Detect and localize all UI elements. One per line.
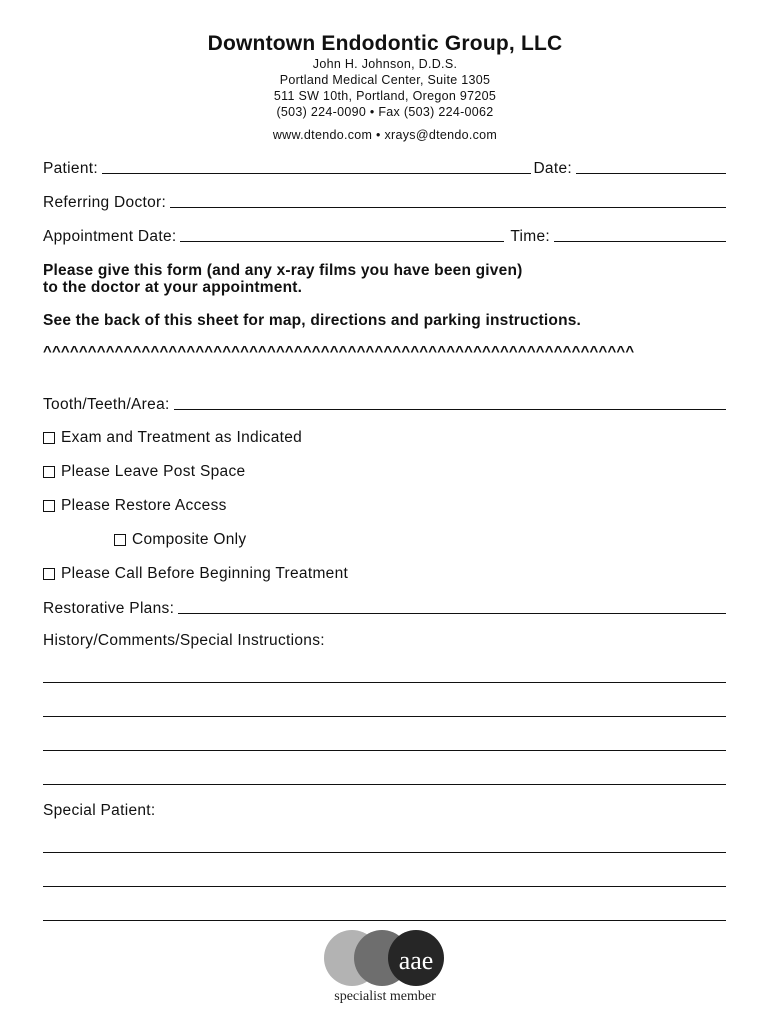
instruction-line-1: Please give this form (and any x-ray films you have been given)	[43, 262, 523, 279]
checkbox[interactable]	[114, 534, 126, 546]
option-exam-treatment[interactable]	[43, 429, 302, 447]
history-line[interactable]	[43, 750, 726, 751]
history-line[interactable]	[43, 716, 726, 717]
special-patient-line[interactable]	[43, 886, 726, 887]
web-email-line: www.dtendo.com • xrays@dtendo.com	[272, 128, 498, 142]
restorative-plans-row	[43, 598, 726, 618]
history-line[interactable]	[43, 784, 726, 785]
referring-doctor-label: Referring Doctor:	[43, 194, 167, 211]
date-field[interactable]	[576, 172, 726, 174]
option-label: Please Restore Access	[61, 497, 227, 514]
restorative-plans-field[interactable]	[178, 612, 726, 614]
tooth-field[interactable]	[174, 408, 726, 410]
referring-doctor-row	[43, 192, 726, 212]
address-line: 511 SW 10th, Portland, Oregon 97205	[273, 89, 497, 103]
checkbox[interactable]	[43, 432, 55, 444]
tooth-row	[43, 394, 726, 414]
aae-logo	[322, 928, 450, 988]
date-label: Date:	[533, 160, 572, 177]
option-label: Composite Only	[132, 531, 247, 548]
option-label: Exam and Treatment as Indicated	[61, 429, 303, 446]
building-line: Portland Medical Center, Suite 1305	[279, 73, 491, 87]
special-patient-line[interactable]	[43, 852, 726, 853]
patient-label: Patient:	[43, 160, 98, 177]
referring-doctor-field[interactable]	[170, 206, 726, 208]
option-leave-post-space[interactable]	[43, 463, 245, 481]
appointment-date-field[interactable]	[180, 240, 504, 242]
doctor-name: John H. Johnson, D.D.S.	[312, 57, 458, 71]
patient-field[interactable]	[102, 172, 531, 174]
checkbox[interactable]	[43, 466, 55, 478]
option-composite-only[interactable]	[114, 531, 246, 549]
tooth-label: Tooth/Teeth/Area:	[43, 396, 170, 413]
option-call-before-treatment[interactable]	[43, 565, 348, 583]
checkbox[interactable]	[43, 500, 55, 512]
patient-date-row	[43, 158, 726, 178]
option-label: Please Leave Post Space	[61, 463, 246, 480]
special-patient-label: Special Patient:	[43, 802, 156, 819]
logo-caption: specialist member	[334, 989, 436, 1004]
option-restore-access[interactable]	[43, 497, 227, 515]
logo-mark: aae	[398, 946, 434, 975]
history-line[interactable]	[43, 682, 726, 683]
time-label: Time:	[510, 228, 550, 245]
special-patient-line[interactable]	[43, 920, 726, 921]
time-field[interactable]	[554, 240, 726, 242]
appointment-date-label: Appointment Date:	[43, 228, 177, 245]
caret-divider: ^^^^^^^^^^^^^^^^^^^^^^^^^^^^^^^^^^^^^^^^^^^^^^^^^^^^^^^^^^^^^^^^^^	[43, 343, 635, 360]
checkbox[interactable]	[43, 568, 55, 580]
practice-name: Downtown Endodontic Group, LLC	[207, 32, 563, 55]
option-label: Please Call Before Beginning Treatment	[61, 565, 349, 582]
directions-note: See the back of this sheet for map, directions and parking instructions.	[43, 312, 582, 329]
instruction-line-2: to the doctor at your appointment.	[43, 279, 303, 296]
appointment-row	[43, 226, 726, 246]
history-label: History/Comments/Special Instructions:	[43, 632, 325, 649]
phone-fax-line: (503) 224-0090 • Fax (503) 224-0062	[276, 105, 494, 119]
restorative-plans-label: Restorative Plans:	[43, 600, 175, 617]
